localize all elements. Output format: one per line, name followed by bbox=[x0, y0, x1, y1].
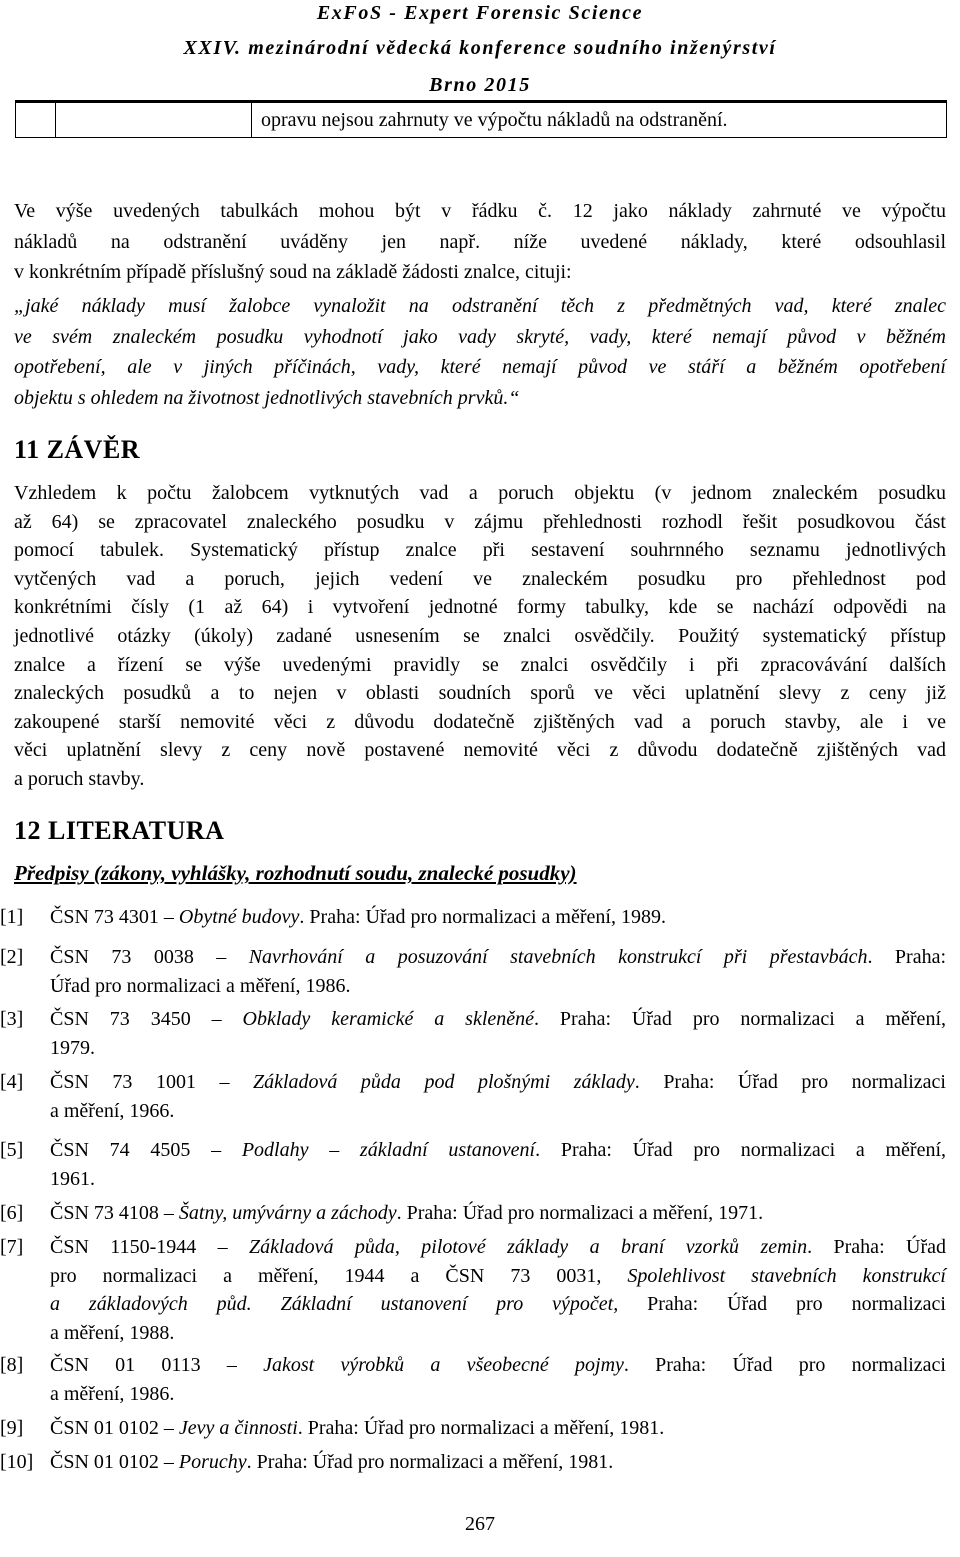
reference-part: Obklady keramické a skleněné bbox=[242, 1008, 535, 1030]
text-line: v konkrétním případě příslušný soud na základě žádosti znalce, cituji: bbox=[14, 261, 572, 283]
reference-line bbox=[50, 1005, 946, 1034]
text-line: zakoupené starší nemovité věci z důvodu dodatečně zjištěných vad a poruch stavby, ale i ve bbox=[14, 710, 946, 733]
text-line: nákladů na odstranění uváděny jen např. níže uvedené náklady, které odsouhlasil bbox=[14, 230, 946, 253]
reference-line bbox=[50, 1319, 946, 1348]
reference-text bbox=[50, 1136, 946, 1193]
reference-part: Jevy a činnosti bbox=[178, 1417, 298, 1439]
text-line: vytčených vad a poruch, jejich vedení ve znaleckém posudku pro přehlednost pod bbox=[14, 567, 946, 590]
text-line: znaleckých posudků a to nejen v oblasti soudních sporů ve věci uplatnění slevy z ceny již bbox=[14, 682, 946, 705]
reference-part: 1979. bbox=[50, 1036, 95, 1059]
reference-text bbox=[50, 1414, 946, 1443]
reference-text bbox=[50, 903, 946, 932]
text-line: Ve výše uvedených tabulkách mohou být v řádku č. 12 jako náklady zahrnuté ve výpočtu bbox=[14, 200, 946, 222]
header-conference-title: XXIV. mezinárodní vědecká konference soudního inženýrství bbox=[183, 37, 777, 59]
reference-part: . Praha: Úřad pro normalizaci a měření, 1989. bbox=[299, 906, 666, 928]
text-line: věci uplatnění slevy z ceny nově postavené nemovité věci z důvodu dodatečně zjištěných vad bbox=[14, 739, 946, 762]
reference-part: Jakost výrobků a všeobecné pojmy bbox=[263, 1354, 624, 1376]
reference-number: [1] bbox=[0, 906, 24, 928]
reference-part: a měření, 1986. bbox=[50, 1382, 175, 1405]
text-line: ve svém znaleckém posudku vyhodnotí jako vady skryté, vady, které nemají původ v běžném bbox=[14, 325, 946, 348]
section-heading-conclusion: 11 ZÁVĚR bbox=[14, 435, 141, 464]
reference-line bbox=[50, 1290, 946, 1319]
reference-number: [4] bbox=[0, 1071, 24, 1093]
reference-part: 1961. bbox=[50, 1167, 95, 1190]
reference-line bbox=[50, 1097, 946, 1126]
reference-text bbox=[50, 1233, 946, 1347]
text-line: znalce a řízení se výše uvedenými pravidly se znalci osvědčily i při zpracovávání dalších bbox=[14, 653, 946, 676]
reference-part: Úřad pro normalizaci a měření, 1986. bbox=[50, 974, 351, 997]
reference-line bbox=[50, 1165, 946, 1194]
reference-line bbox=[50, 1233, 946, 1262]
reference-line bbox=[50, 972, 946, 1001]
reference-part: ČSN 01 0102 – bbox=[50, 1417, 179, 1439]
reference-part: . Praha: Úřad pro normalizaci a měření, 1981. bbox=[297, 1417, 665, 1439]
reference-part: . Praha: bbox=[867, 946, 946, 968]
reference-part: a základových půd. Základní ustanovení pro výpočet, bbox=[50, 1293, 619, 1315]
reference-part: Navrhování a posuzování stavebních konstrukcí při přestavbách bbox=[248, 946, 868, 968]
reference-part: Praha: Úřad pro normalizaci bbox=[618, 1293, 946, 1315]
reference-number: [10] bbox=[0, 1451, 34, 1473]
reference-number: [2] bbox=[0, 946, 24, 968]
reference-number: [5] bbox=[0, 1139, 24, 1161]
reference-part: ČSN 73 3450 – bbox=[50, 1008, 243, 1030]
reference-line bbox=[50, 943, 946, 972]
text-line: pomocí tabulek. Systematický přístup znalce při sestavení souhrnného seznamu jednotlivých bbox=[14, 539, 946, 562]
reference-part: . Praha: Úřad pro normalizaci a měření, bbox=[535, 1139, 946, 1161]
reference-text bbox=[50, 1068, 946, 1125]
quote-paragraph bbox=[14, 291, 946, 413]
reference-line bbox=[50, 1136, 946, 1165]
reference-part: pro normalizaci a měření, 1944 a ČSN 73 0031, bbox=[50, 1264, 628, 1287]
reference-part: Spolehlivost stavebních konstrukcí bbox=[627, 1264, 946, 1287]
reference-text bbox=[50, 1448, 946, 1477]
text-line: konkrétními čísly (1 až 64) i vytvoření jednotné formy tabulky, kde se nachází odpovědi na bbox=[14, 596, 946, 619]
reference-number: [7] bbox=[0, 1236, 24, 1258]
table-row-fragment bbox=[15, 100, 947, 138]
reference-text bbox=[50, 943, 946, 1000]
reference-part: ČSN 1150-1944 – bbox=[50, 1236, 250, 1258]
reference-part: Podlahy – základní ustanovení bbox=[241, 1139, 536, 1161]
reference-part: . Praha: Úřad bbox=[807, 1236, 947, 1258]
reference-part: ČSN 73 4108 – bbox=[50, 1202, 179, 1224]
reference-part: Obytné budovy bbox=[178, 906, 300, 928]
reference-part: ČSN 01 0102 – bbox=[50, 1451, 179, 1473]
reference-number: [8] bbox=[0, 1354, 24, 1376]
reference-part: Šatny, umývárny a záchody bbox=[178, 1202, 397, 1224]
reference-part: . Praha: Úřad pro normalizaci a měření, 1981. bbox=[246, 1451, 614, 1473]
conclusion-paragraph bbox=[14, 479, 946, 794]
reference-part: . Praha: Úřad pro normalizaci a měření, bbox=[534, 1008, 946, 1030]
reference-part: a měření, 1966. bbox=[50, 1099, 175, 1122]
header-conference-name: ExFoS - Expert Forensic Science bbox=[316, 2, 644, 24]
reference-part: ČSN 74 4505 – bbox=[50, 1139, 242, 1161]
reference-part: . Praha: Úřad pro normalizaci bbox=[623, 1354, 946, 1376]
reference-text bbox=[50, 1351, 946, 1408]
reference-line bbox=[50, 1448, 946, 1477]
table-cell-text: opravu nejsou zahrnuty ve výpočtu nákladů na odstranění. bbox=[261, 109, 728, 131]
reference-number: [9] bbox=[0, 1417, 24, 1439]
text-line: a poruch stavby. bbox=[14, 767, 145, 790]
reference-part: . Praha: Úřad pro normalizaci a měření, 1971. bbox=[396, 1202, 764, 1224]
reference-line bbox=[50, 1262, 946, 1291]
reference-line bbox=[50, 1199, 946, 1228]
reference-line bbox=[50, 903, 946, 932]
text-line: až 64) se zpracovatel znaleckého posudku v zájmu přehlednosti rozhodl řešit posudkovou část bbox=[14, 510, 946, 533]
reference-part: Základová půda pod plošnými základy bbox=[252, 1071, 635, 1093]
text-line: opotřebení, ale v jiných příčinách, vady, které nemají původ ve stáří a běžném opotřebení bbox=[14, 356, 946, 378]
text-line: jednotlivé otázky (úkoly) zadané usnesením se znalci osvědčily. Použitý systematický přístup bbox=[14, 624, 946, 647]
reference-text bbox=[50, 1199, 946, 1228]
reference-part: Základová půda, pilotové základy a braní vzorků zemin bbox=[249, 1236, 808, 1258]
reference-line bbox=[50, 1351, 946, 1380]
table-cell-empty bbox=[56, 103, 252, 137]
reference-number: [3] bbox=[0, 1008, 24, 1030]
reference-part: ČSN 73 0038 – bbox=[50, 946, 249, 968]
reference-part: ČSN 01 0113 – bbox=[50, 1354, 264, 1376]
reference-line bbox=[50, 1034, 946, 1063]
text-line: „jaké náklady musí žalobce vynaložit na odstranění těch z předmětných vad, které znalec bbox=[14, 295, 946, 317]
header-location-year: Brno 2015 bbox=[429, 74, 531, 96]
literature-subheading: Předpisy (zákony, vyhlášky, rozhodnutí soudu, znalecké posudky) bbox=[14, 861, 577, 885]
reference-part: ČSN 73 1001 – bbox=[50, 1071, 253, 1093]
page-number: 267 bbox=[465, 1513, 495, 1535]
reference-text bbox=[50, 1005, 946, 1062]
reference-part: Poruchy bbox=[178, 1451, 247, 1473]
table-cell-empty bbox=[16, 103, 56, 137]
reference-line bbox=[50, 1068, 946, 1097]
reference-part: a měření, 1988. bbox=[50, 1321, 175, 1344]
intro-paragraph bbox=[14, 196, 946, 288]
text-line: Vzhledem k počtu žalobcem vytknutých vad a poruch objektu (v jednom znaleckém posudku bbox=[14, 482, 946, 504]
reference-part: . Praha: Úřad pro normalizaci bbox=[634, 1071, 946, 1093]
text-line: objektu s ohledem na životnost jednotlivých stavebních prvků.“ bbox=[14, 386, 520, 409]
reference-part: ČSN 73 4301 – bbox=[50, 906, 179, 928]
reference-line bbox=[50, 1380, 946, 1409]
reference-number: [6] bbox=[0, 1202, 24, 1224]
section-heading-literature: 12 LITERATURA bbox=[14, 816, 225, 845]
reference-line bbox=[50, 1414, 946, 1443]
